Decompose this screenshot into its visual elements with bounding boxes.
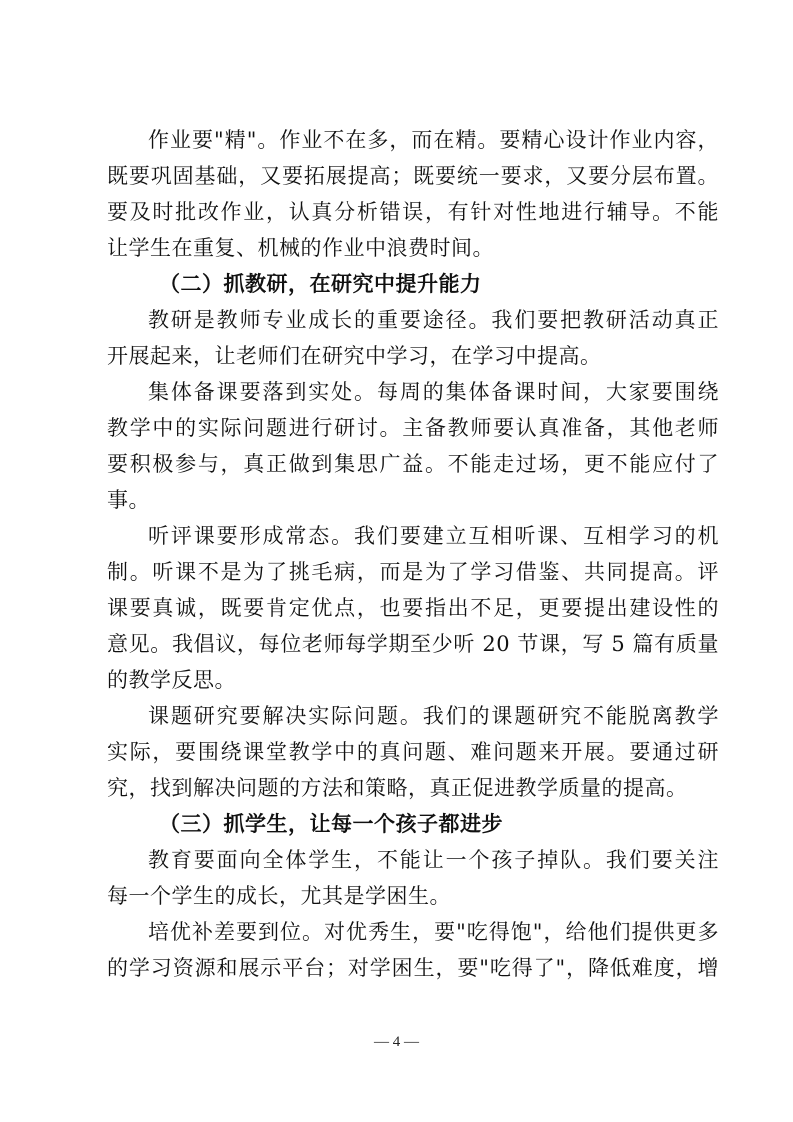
paragraph-line: 教育要面向全体学生，不能让一个孩子掉队。我们要关注 [148,848,719,872]
paragraph-line: 听评课要形成常态。我们要建立互相听课、互相学习的机 [148,524,719,548]
paragraph-line: 制。听课不是为了挑毛病，而是为了学习借鉴、共同提高。评 [107,560,719,584]
paragraph-line: 课题研究要解决实际问题。我们的课题研究不能脱离教学 [148,704,719,728]
section-heading: （三）抓学生，让每一个孩子都进步 [159,811,503,836]
page-number: — 4 — [374,1034,419,1050]
paragraph-line: 的学习资源和展示平台；对学困生，要"吃得了"，降低难度，增 [107,956,719,980]
paragraph-line: 课要真诚，既要肯定优点，也要指出不足，更要提出建设性的 [107,596,719,620]
paragraph-line: 让学生在重复、机械的作业中浪费时间。 [107,236,494,260]
paragraph-line: 事。 [107,488,150,512]
paragraph-line: 要积极参与，真正做到集思广益。不能走过场，更不能应付了 [107,452,719,476]
paragraph-line: 作业要"精"。作业不在多，而在精。要精心设计作业内容， [148,128,719,152]
paragraph-line: 教学中的实际问题进行研讨。主备教师要认真准备，其他老师 [107,416,719,440]
paragraph-line: 开展起来，让老师们在研究中学习，在学习中提高。 [107,344,602,368]
paragraph-line: 培优补差要到位。对优秀生，要"吃得饱"，给他们提供更多 [148,920,719,944]
paragraph-line: 集体备课要落到实处。每周的集体备课时间，大家要围绕 [148,380,719,404]
paragraph-line: 既要巩固基础，又要拓展提高；既要统一要求，又要分层布置。 [107,164,719,188]
paragraph-line: 究，找到解决问题的方法和策略，真正促进教学质量的提高。 [107,776,688,800]
paragraph-line: 要及时批改作业，认真分析错误，有针对性地进行辅导。不能 [107,200,719,224]
paragraph-line: 的教学反思。 [107,668,236,692]
paragraph-line: 实际，要围绕课堂教学中的真问题、难问题来开展。要通过研 [107,740,719,764]
section-heading: （二）抓教研，在研究中提升能力 [159,271,482,296]
paragraph-line: 每一个学生的成长，尤其是学困生。 [107,884,451,908]
paragraph-line: 教研是教师专业成长的重要途径。我们要把教研活动真正 [148,308,719,332]
paragraph-line: 意见。我倡议，每位老师每学期至少听 20 节课，写 5 篇有质量 [107,632,719,656]
